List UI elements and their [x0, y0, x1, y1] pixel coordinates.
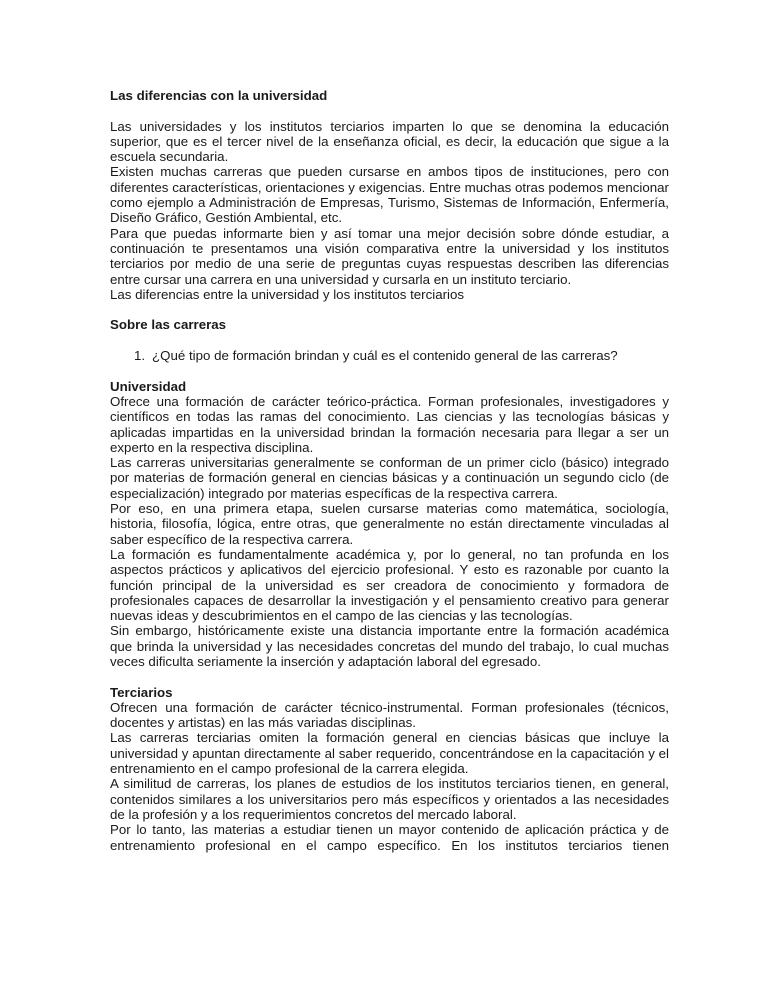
question-text: ¿Qué tipo de formación brindan y cuál es el contenido general de las carreras? — [152, 348, 618, 364]
universidad-heading: Universidad — [110, 378, 187, 394]
spacer — [110, 333, 669, 348]
universidad-paragraph: La formación es fundamentalmente académica y, por lo general, no tan profunda en los aspectos prácticos y aplicativos del ejercicio profesional. Y esto es razonable por cuanto la función principal de la universidad es ser creadora de conocimiento y formadora de profesionales capaces de desarrollar la investigación y el pensamiento creativo para generar nuevas ideas y descubrimientos en el campo de las ciencias y las tecnologías. — [110, 546, 669, 624]
universidad-paragraph: Ofrece una formación de carácter teórico-práctica. Forman profesionales, investigadores y científicos en todas las ramas del conocimiento. Las ciencias y las tecnologías básicas y aplicadas impartidas en la universidad brindan la formación necesaria para llegar a ser un experto en la respectiva disciplina. — [110, 393, 669, 455]
terciarios-paragraph: Por lo tanto, las materias a estudiar tienen un mayor contenido de aplicación práctica y de entrenamiento profesional en el campo específico. En los institutos terciarios tienen — [110, 822, 669, 853]
question-item — [110, 348, 669, 363]
universidad-paragraph: Las carreras universitarias generalmente se conforman de un primer ciclo (básico) integrado por materias de formación general en ciencias básicas y a continuación un segundo ciclo (de especialización) integrado por materias específicas de la respectiva carrera. — [110, 455, 669, 501]
intro-paragraph: Existen muchas carreras que pueden cursarse en ambos tipos de instituciones, pero con diferentes características, orientaciones y exigencias. Entre muchas otras podemos mencionar como ejemplo a Administración de Empresas, Turismo, Sistemas de Información, Enfermería, Diseño Gráfico, Gestión Ambiental, etc. — [110, 164, 669, 226]
terciarios-paragraph: Las carreras terciarias omiten la formación general en ciencias básicas que incluye la universidad y apuntan directamente al saber requerido, concentrándose en la capacitación y el entrenamiento en el campo profesional de la carrera elegida. — [110, 730, 669, 777]
intro-paragraph: Las diferencias entre la universidad y los institutos terciarios — [110, 286, 465, 302]
question-list — [110, 348, 669, 363]
intro-paragraph: Para que puedas informarte bien y así tomar una mejor decisión sobre dónde estudiar, a continuación te presentamos una visión comparativa entre la universidad y los institutos terciarios por medio de una serie de preguntas cuyas respuestas describen las diferencias entre cursar una carrera en una universidad y cursarla en un instituto terciario. — [110, 225, 669, 287]
spacer — [110, 302, 669, 317]
terciarios-paragraph: A similitud de carreras, los planes de estudios de los institutos terciarios tienen, en general, contenidos similares a los universitarios pero más específicos y orientados a las necesidades de la profesión y a los requerimientos concretos del mercado laboral. — [110, 776, 669, 822]
intro-paragraph: Las universidades y los institutos terciarios imparten lo que se denomina la educación superior, que es el tercer nivel de la enseñanza oficial, es decir, la educación que sigue a la escuela secundaria. — [110, 118, 669, 165]
document-title: Las diferencias con la universidad — [110, 88, 328, 103]
question-number: 1. — [134, 348, 146, 364]
spacer — [110, 103, 669, 118]
universidad-paragraph: Por eso, en una primera etapa, suelen cursarse materias como matemática, sociología, historia, filosofía, lógica, entre otras, que generalmente no están directamente vinculadas al saber específico de la respectiva carrera. — [110, 501, 669, 547]
universidad-paragraph: Sin embargo, históricamente existe una distancia importante entre la formación académica que brinda la universidad y las necesidades concretas del mundo del trabajo, lo cual muchas veces dificulta seriamente la inserción y adaptación laboral del egresado. — [110, 623, 669, 669]
section-heading: Sobre las carreras — [110, 317, 227, 333]
spacer — [110, 363, 669, 378]
terciarios-heading: Terciarios — [110, 684, 173, 700]
document-page — [110, 88, 669, 853]
terciarios-paragraph: Ofrecen una formación de carácter técnico-instrumental. Forman profesionales (técnicos, docentes y artistas) en las más variadas disciplinas. — [110, 699, 669, 731]
spacer — [110, 669, 669, 684]
